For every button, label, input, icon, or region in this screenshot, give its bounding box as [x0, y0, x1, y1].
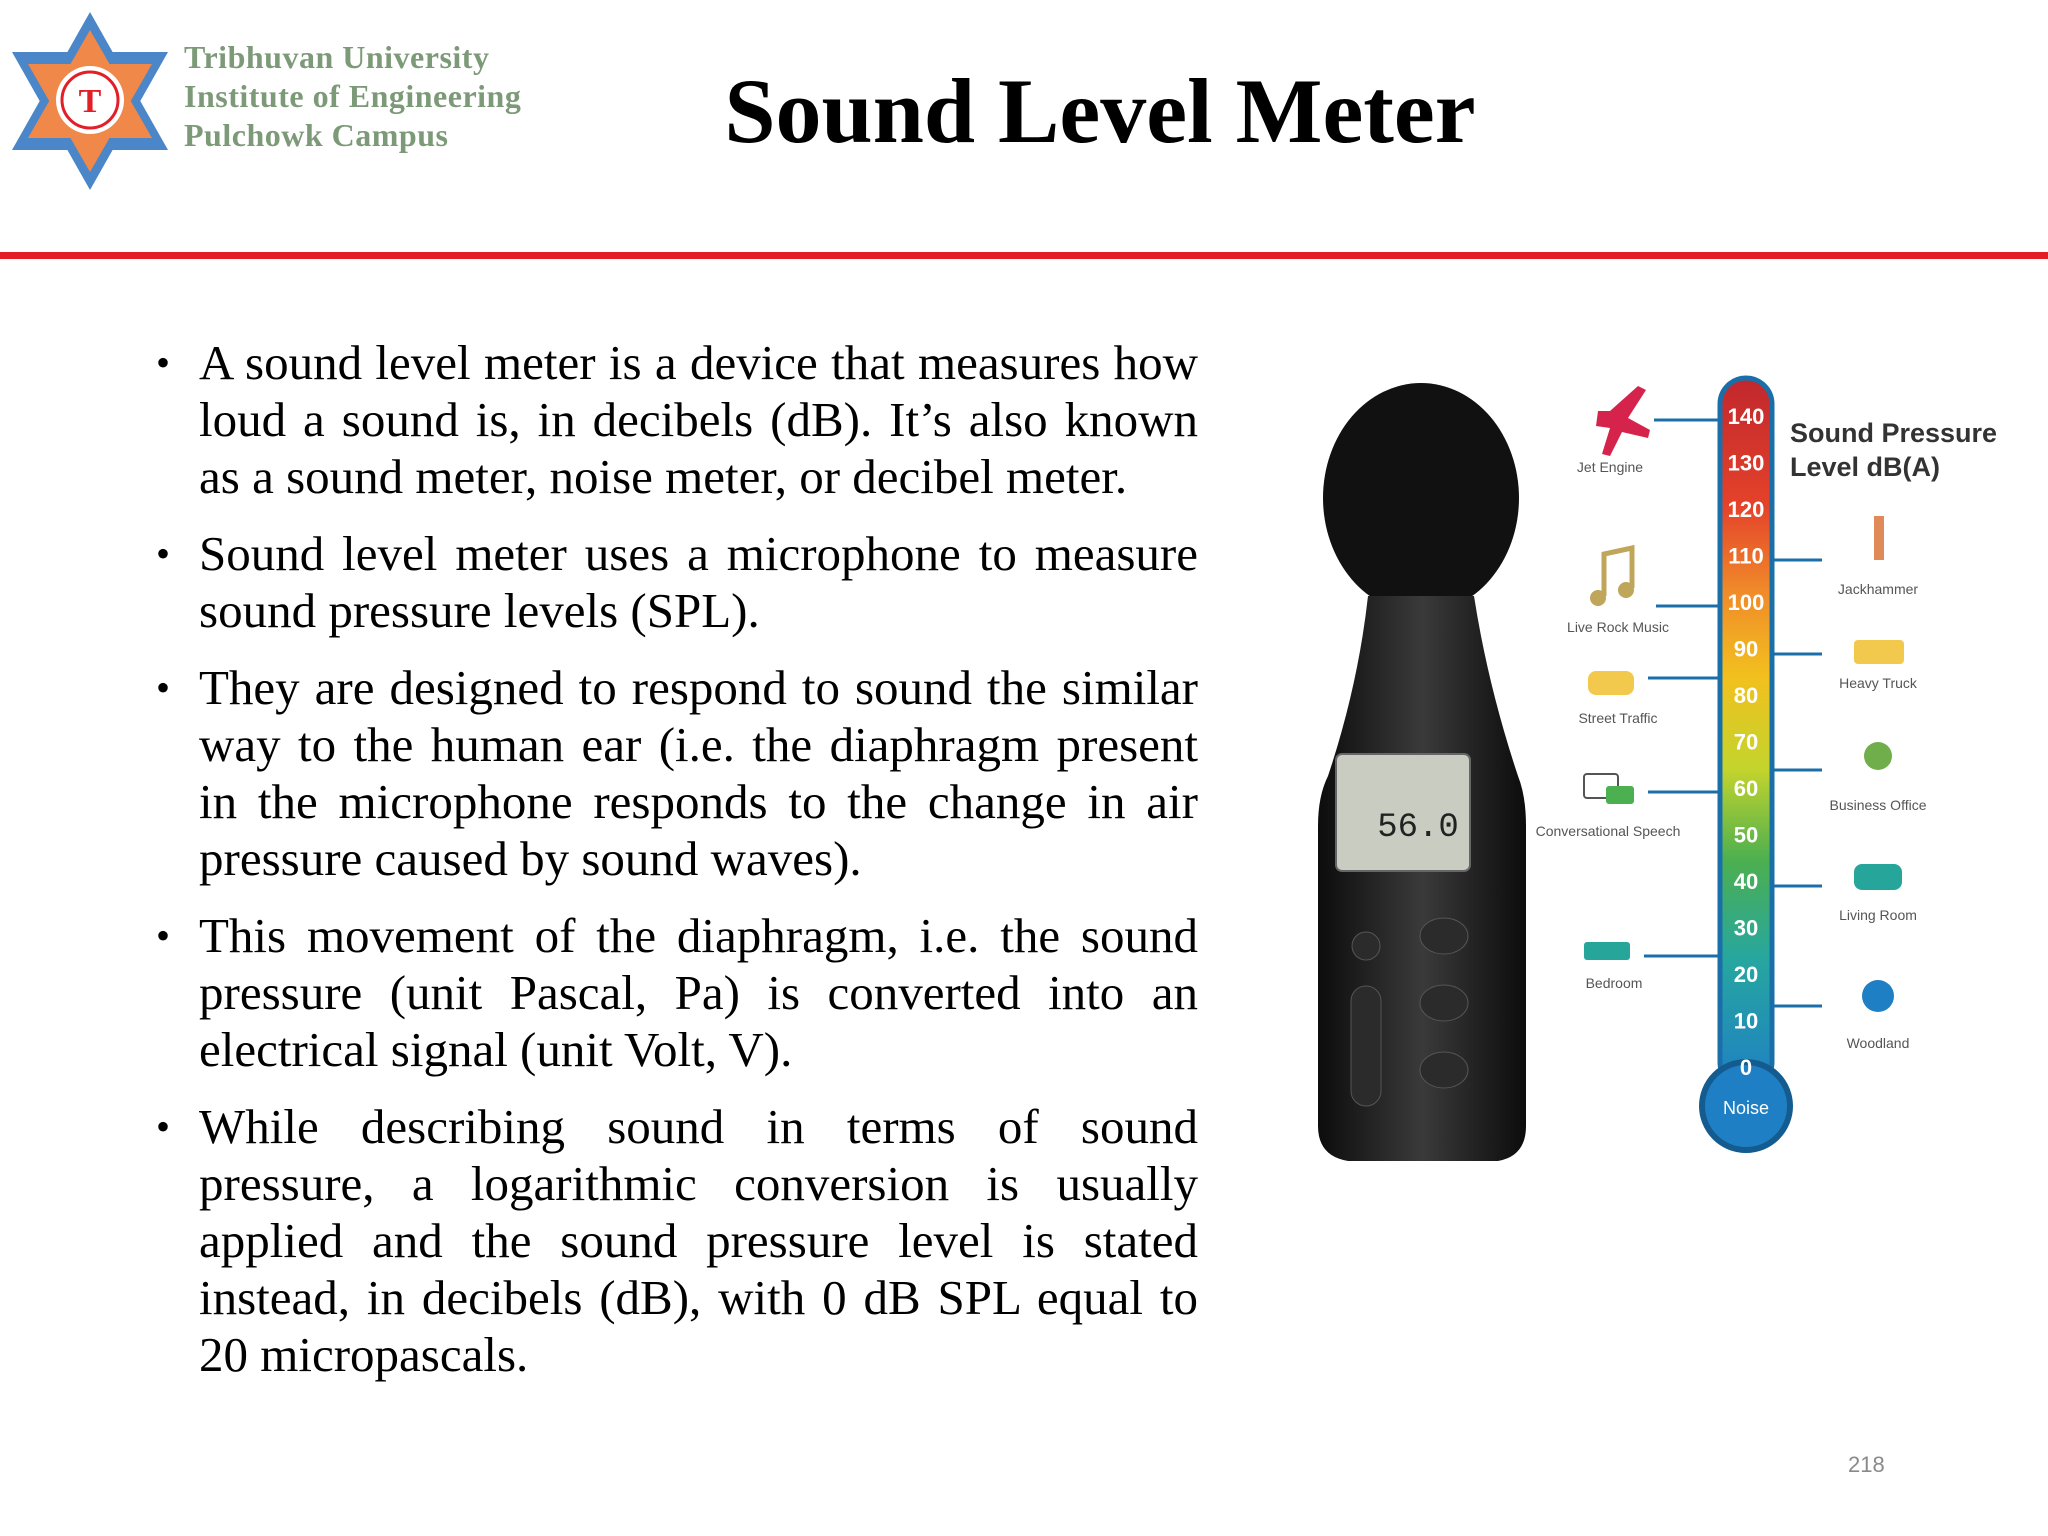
page-number: 218: [1848, 1452, 1885, 1477]
bullet-text: This movement of the diaphragm, i.e. the sound pressure (unit Pascal, Pa) is converted into an electrical signal (unit Volt, V).: [199, 908, 1198, 1077]
scale-tick-label: 50: [1733, 822, 1759, 848]
label-living-room: Living Room: [1839, 907, 1917, 923]
institution-name: [184, 38, 521, 155]
bullet-icon: •: [156, 665, 171, 710]
meter-button: [1420, 985, 1468, 1021]
bullet-item: [156, 525, 1198, 639]
sofa-icon: [1854, 864, 1902, 890]
label-woodland: Woodland: [1846, 1035, 1910, 1051]
logo-line-institute: Institute of Engineering: [184, 78, 522, 114]
label-conversational-speech: Conversational Speech: [1535, 823, 1681, 839]
rock-music-item: [1567, 548, 1718, 635]
jet-engine-item: [1577, 386, 1718, 475]
conversation-item: [1536, 774, 1718, 839]
scale-tick-label: 80: [1733, 683, 1759, 708]
jackhammer-icon: [1874, 516, 1884, 560]
label-jet-engine: Jet Engine: [1576, 459, 1644, 475]
scale-tick-label: 90: [1733, 636, 1759, 662]
bullet-icon: •: [156, 913, 171, 958]
scale-tick-label: 20: [1733, 962, 1759, 987]
bulb-label: Noise: [1722, 1098, 1770, 1118]
airplane-icon: [1596, 386, 1650, 456]
business-office-item: [1774, 742, 1927, 813]
scale-tick-label: 110: [1728, 543, 1764, 569]
bullet-text: While describing sound in terms of sound pressure, a logarithmic conversion is usually applied and the sound pressure level is stated instead, in decibels (dB), with 0 dB SPL equal to 20 micropascals.: [199, 1099, 1198, 1382]
logo-line-campus: Pulchowk Campus: [184, 117, 449, 153]
tu-emblem-icon: [0, 0, 180, 195]
bullet-item: [156, 334, 1198, 505]
trees-icon: [1862, 980, 1894, 1012]
meter-button: [1420, 1052, 1468, 1088]
bullet-icon: •: [156, 1104, 171, 1149]
logo-line-university: Tribhuvan University: [184, 39, 490, 75]
bullet-list: [156, 334, 1198, 1403]
bullet-icon: •: [156, 340, 171, 385]
slide-title: Sound Level Meter: [724, 60, 1476, 162]
arrow-rocker: [1351, 986, 1381, 1106]
scale-tick-label: 120: [1727, 497, 1765, 522]
title-divider: [0, 252, 2048, 259]
street-traffic-item: [1578, 671, 1718, 726]
label-street-traffic: Street Traffic: [1578, 710, 1658, 726]
sound-meter-illustration: [1218, 356, 2018, 1178]
woodland-item: [1774, 980, 1909, 1051]
scale-tick-label: 100: [1727, 590, 1765, 615]
scale-tick-label: 130: [1727, 450, 1765, 476]
power-button-icon: [1352, 932, 1380, 960]
bedroom-item: [1584, 942, 1718, 991]
label-business-office: Business Office: [1829, 797, 1927, 813]
truck-icon: [1854, 640, 1904, 664]
bullet-item: [156, 907, 1198, 1078]
svg-text:T: T: [78, 83, 102, 120]
office-chair-icon: [1864, 742, 1892, 770]
scale-tick-label: 70: [1733, 729, 1759, 755]
bullet-item: [156, 659, 1198, 887]
scale-tick-label: 40: [1733, 869, 1759, 894]
scale-tick-label: 60: [1733, 776, 1759, 801]
bullet-text: A sound level meter is a device that measures how loud a sound is, in decibels (dB). It’s also known as a sound meter, noise meter, or decibel meter.: [199, 335, 1198, 504]
microphone-windscreen: [1323, 383, 1519, 613]
label-bedroom: Bedroom: [1585, 975, 1643, 991]
bed-icon: [1584, 942, 1630, 960]
meter-reading: 56.0: [1377, 809, 1459, 847]
car-icon: [1588, 671, 1634, 695]
scale-tick-label: 10: [1733, 1008, 1759, 1034]
bullet-item: [156, 1098, 1198, 1383]
label-heavy-truck: Heavy Truck: [1839, 675, 1917, 691]
bullet-text: Sound level meter uses a microphone to measure sound pressure levels (SPL).: [199, 526, 1198, 638]
meter-button: [1420, 918, 1468, 954]
bullet-text: They are designed to respond to sound the similar way to the human ear (i.e. the diaphragm present in the microphone responds to the change in air pressure caused by sound waves).: [199, 660, 1198, 886]
institution-logo: [0, 0, 610, 195]
bullet-icon: •: [156, 531, 171, 576]
jackhammer-item: [1774, 516, 1918, 597]
label-live-rock-music: Live Rock Music: [1567, 619, 1669, 635]
sound-meter-figure: [1218, 356, 2018, 1178]
scale-title-line2: Level dB(A): [1790, 452, 1941, 482]
living-room-item: [1774, 864, 1917, 923]
label-jackhammer: Jackhammer: [1837, 581, 1919, 597]
scale-title-line1: Sound Pressure: [1790, 418, 1998, 448]
scale-tick-label: 140: [1727, 404, 1765, 429]
scale-tick-label: 0: [1739, 1055, 1753, 1080]
scale-tick-label: 30: [1733, 915, 1759, 941]
heavy-truck-item: [1774, 640, 1918, 691]
